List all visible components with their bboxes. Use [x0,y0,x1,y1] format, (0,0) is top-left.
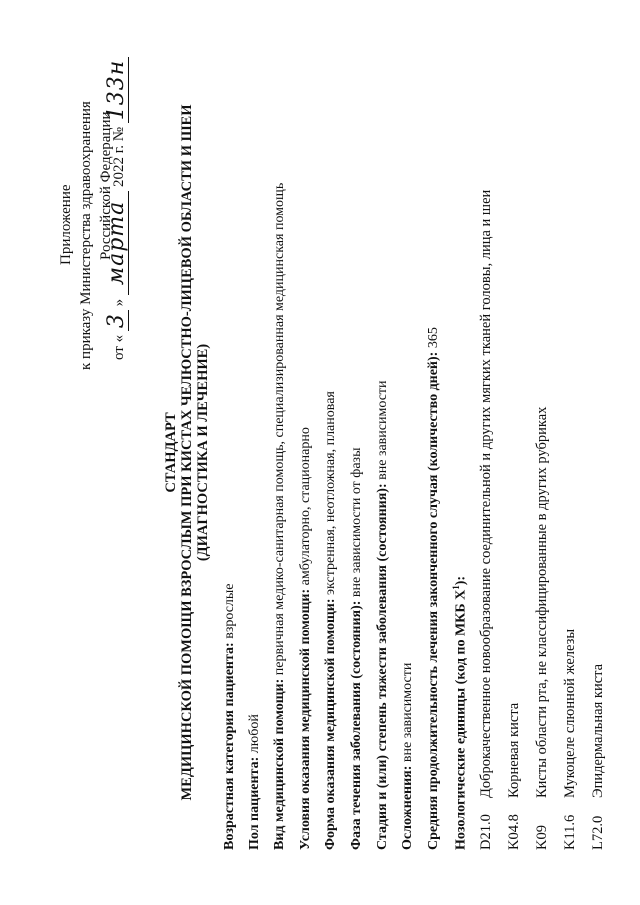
field-care-conditions [298,427,314,850]
icd-code: K09 [534,825,550,850]
code-row [506,703,523,850]
field-label: Осложнения: [400,765,415,850]
title-line-2: МЕДИЦИНСКОЙ ПОМОЩИ ВЗРОСЛЫМ ПРИ КИСТАХ ЧЕЛЮСТНО-ЛИЦЕВОЙ ОБЛАСТИ И ШЕИ [179,104,195,801]
code-row [562,629,579,850]
field-label: Фаза течения заболевания (состояния): [349,600,364,850]
day-handwritten: 3 [104,313,129,329]
field-average-duration [426,327,442,850]
field-value: вне зависимости от фазы [349,447,364,598]
federation-line: Российской Федерации [98,111,114,260]
field-label: Пол пациента: [247,756,262,850]
field-label: Средняя продолжительность лечения законченного случая (количество дней): [426,351,441,850]
field-value: взрослые [222,583,237,639]
superscript-footnote: 1 [451,585,461,590]
appendix-label: Приложение [58,184,74,265]
field-value: первичная медико-санитарная помощь, специализированная медицинская помощь [272,182,287,676]
field-label: Форма оказания медицинской помощи: [323,598,338,850]
field-disease-stage [375,380,391,850]
field-disease-phase [349,448,365,851]
field-value: экстренная, неотложная, плановая [323,391,338,595]
icd-description: Корневая киста [506,702,522,798]
field-value: вне зависимости [400,662,415,763]
field-age-category [222,583,238,850]
field-value: вне зависимости [375,380,390,480]
title-line-3: (ДИАГНОСТИКА И ЛЕЧЕНИЕ) [195,343,211,562]
field-label: Возрастная категория пациента: [222,642,237,850]
month-handwritten: марта [104,200,129,286]
month-field [104,191,129,295]
field-care-type [272,183,288,850]
icd-code: D21.0 [478,814,494,850]
icd-description: Эпидермальная киста [590,663,606,798]
icd-description: Доброкачественное новообразование соединительной и других мягких тканей головы, лица и шеи [478,189,494,798]
field-label: Нозологические единицы (код по МКБ X [453,589,469,850]
icd-description: Кисты области рта, не классифицированные в других рубриках [534,406,550,798]
field-value: 365 [426,327,441,349]
field-care-form [323,391,339,850]
field-label: Стадия и (или) степень тяжести заболевания (состояния): [375,483,390,850]
field-complications [400,663,416,850]
order-line: к приказу Министерства здравоохранения [78,101,94,370]
field-value: амбулаторно, стационарно [298,427,313,586]
field-patient-sex [247,714,263,850]
field-value: любой [247,714,262,754]
icd-description: Мукоцеле слюнной железы [562,628,578,798]
document-title: СТАНДАРТ [163,412,179,493]
field-label: Условия оказания медицинской помощи: [298,588,313,850]
year-text: 2022 г. № [111,126,127,187]
date-prefix: от « [111,334,127,360]
number-handwritten: 133н [104,59,129,121]
icd-code: K11.6 [562,814,578,850]
code-row [590,664,607,850]
code-row [534,407,551,850]
quote-close: » [111,298,127,307]
field-label-end: ): [453,575,469,586]
number-field [104,57,129,123]
icd-code: K04.8 [506,814,522,850]
day-field [104,310,129,331]
field-nosological-units [451,576,470,850]
icd-code: L72.0 [590,815,606,850]
code-row [478,190,495,850]
field-label: Вид медицинской помощи: [272,678,287,850]
